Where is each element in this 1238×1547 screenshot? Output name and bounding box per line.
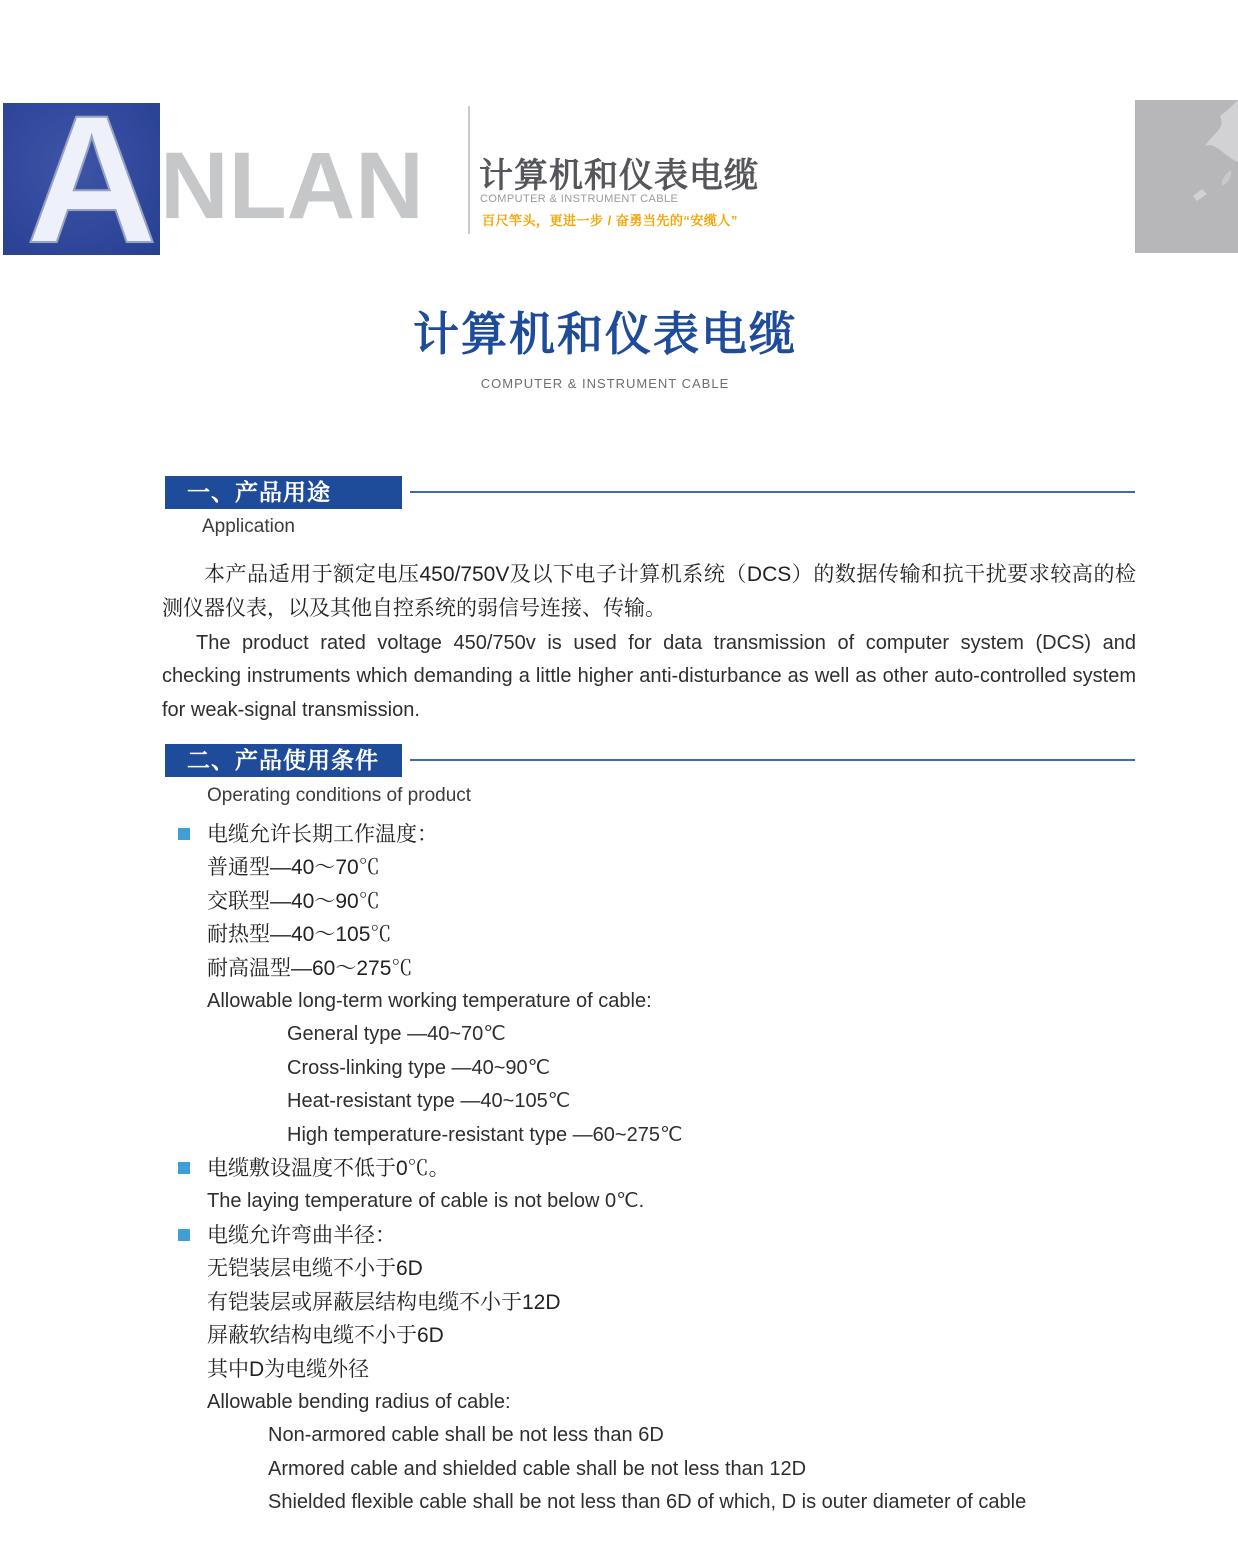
condition-text: Armored cable and shielded cable shall be not less than 12D — [268, 1457, 807, 1480]
condition-text: Non-armored cable shall be not less than 6D — [268, 1424, 664, 1447]
condition-text: 电缆允许弯曲半径： — [207, 1223, 396, 1247]
condition-line — [162, 1085, 1147, 1118]
application-paragraph-cn: 本产品适用于额定电压450/750V及以下电子计算机系统（DCS）的数据传输和抗干扰要求较高的检测仪器仪表，以及其他自控系统的弱信号连接、传输。 — [162, 563, 1136, 620]
corner-decoration — [1135, 100, 1238, 253]
page-title: 计算机和仪表电缆 — [413, 308, 797, 360]
condition-line — [162, 918, 1147, 951]
condition-line — [162, 1185, 1147, 1218]
condition-text: Cross-linking type —40~90℃ — [287, 1056, 551, 1079]
condition-text: 电缆允许长期工作温度： — [207, 823, 438, 846]
operating-conditions-list — [162, 818, 1147, 1520]
bullet-square-icon — [178, 1229, 190, 1241]
section-2-heading — [165, 744, 1135, 777]
condition-line — [162, 1419, 1147, 1452]
section-2-subheading: Operating conditions of product — [207, 785, 472, 806]
header-product-title-cn: 计算机和仪表电缆 — [479, 157, 759, 195]
condition-line — [162, 1018, 1147, 1051]
condition-text: 交联型—40～90℃ — [207, 889, 380, 913]
condition-text: 有铠装层或屏蔽层结构电缆不小于12D — [207, 1290, 561, 1314]
section-1-rule — [410, 491, 1135, 493]
condition-text: Allowable long-term working temperature of cable: — [207, 990, 652, 1013]
section-2-rule — [410, 759, 1135, 761]
condition-text: Shielded flexible cable shall be not less than 6D of which, D is outer diameter of cable — [268, 1491, 1027, 1514]
condition-text: 普通型—40～70℃ — [207, 856, 380, 880]
page-subtitle: COMPUTER & INSTRUMENT CABLE — [480, 376, 730, 391]
bullet-square-icon — [178, 1162, 190, 1174]
section-1-heading-bar: 一、产品用途 — [165, 476, 402, 509]
header-slogan: 百尺竿头，更进一步 / 奋勇当先的“安缆人” — [482, 213, 738, 228]
condition-line — [162, 1386, 1147, 1419]
section-2-heading-bar: 二、产品使用条件 — [165, 744, 402, 777]
condition-text: Heat-resistant type —40~105℃ — [287, 1090, 571, 1113]
condition-text: 电缆敷设温度不低于0℃。 — [207, 1157, 450, 1181]
section-1-subheading: Application — [202, 516, 295, 537]
section-1-heading — [165, 476, 1135, 509]
condition-text: 其中D为电缆外径 — [207, 1357, 370, 1381]
condition-line — [162, 1319, 1147, 1352]
condition-text: 耐热型—40～105℃ — [207, 923, 392, 947]
condition-line — [162, 952, 1147, 985]
condition-line — [162, 1286, 1147, 1319]
condition-line — [162, 1453, 1147, 1486]
condition-line — [162, 1052, 1147, 1085]
condition-line — [162, 1219, 1147, 1252]
header-product-title-en: COMPUTER & INSTRUMENT CABLE — [480, 193, 679, 205]
condition-line — [162, 818, 1147, 851]
condition-text: High temperature-resistant type —60~275℃ — [287, 1123, 683, 1146]
header-divider — [468, 106, 470, 234]
condition-text: 屏蔽软结构电缆不小于6D — [207, 1324, 444, 1348]
condition-text: Allowable bending radius of cable: — [207, 1390, 511, 1413]
condition-line — [162, 1152, 1147, 1185]
condition-text: The laying temperature of cable is not below 0℃. — [207, 1190, 645, 1213]
condition-line — [162, 1252, 1147, 1285]
condition-text: General type —40~70℃ — [287, 1023, 506, 1046]
leaf-pattern-icon — [1135, 100, 1238, 253]
application-paragraph-en: The product rated voltage 450/750v is used for data transmission of computer system (DCS) and checking instruments which demanding a little higher anti-disturbance as well as other auto-controlled system for weak-signal transmission. — [162, 632, 1136, 721]
condition-line — [162, 1353, 1147, 1386]
bullet-square-icon — [178, 828, 190, 840]
condition-line — [162, 1486, 1147, 1519]
condition-text: 耐高温型—60～275℃ — [207, 956, 413, 980]
condition-line — [162, 885, 1147, 918]
page-title-block — [0, 298, 1210, 391]
condition-line — [162, 851, 1147, 884]
logo-wordmark: NLAN — [160, 133, 424, 239]
condition-line — [162, 1119, 1147, 1152]
condition-text: 无铠装层电缆不小于6D — [207, 1257, 423, 1281]
condition-line — [162, 985, 1147, 1018]
logo-letter-a: A — [26, 77, 158, 281]
